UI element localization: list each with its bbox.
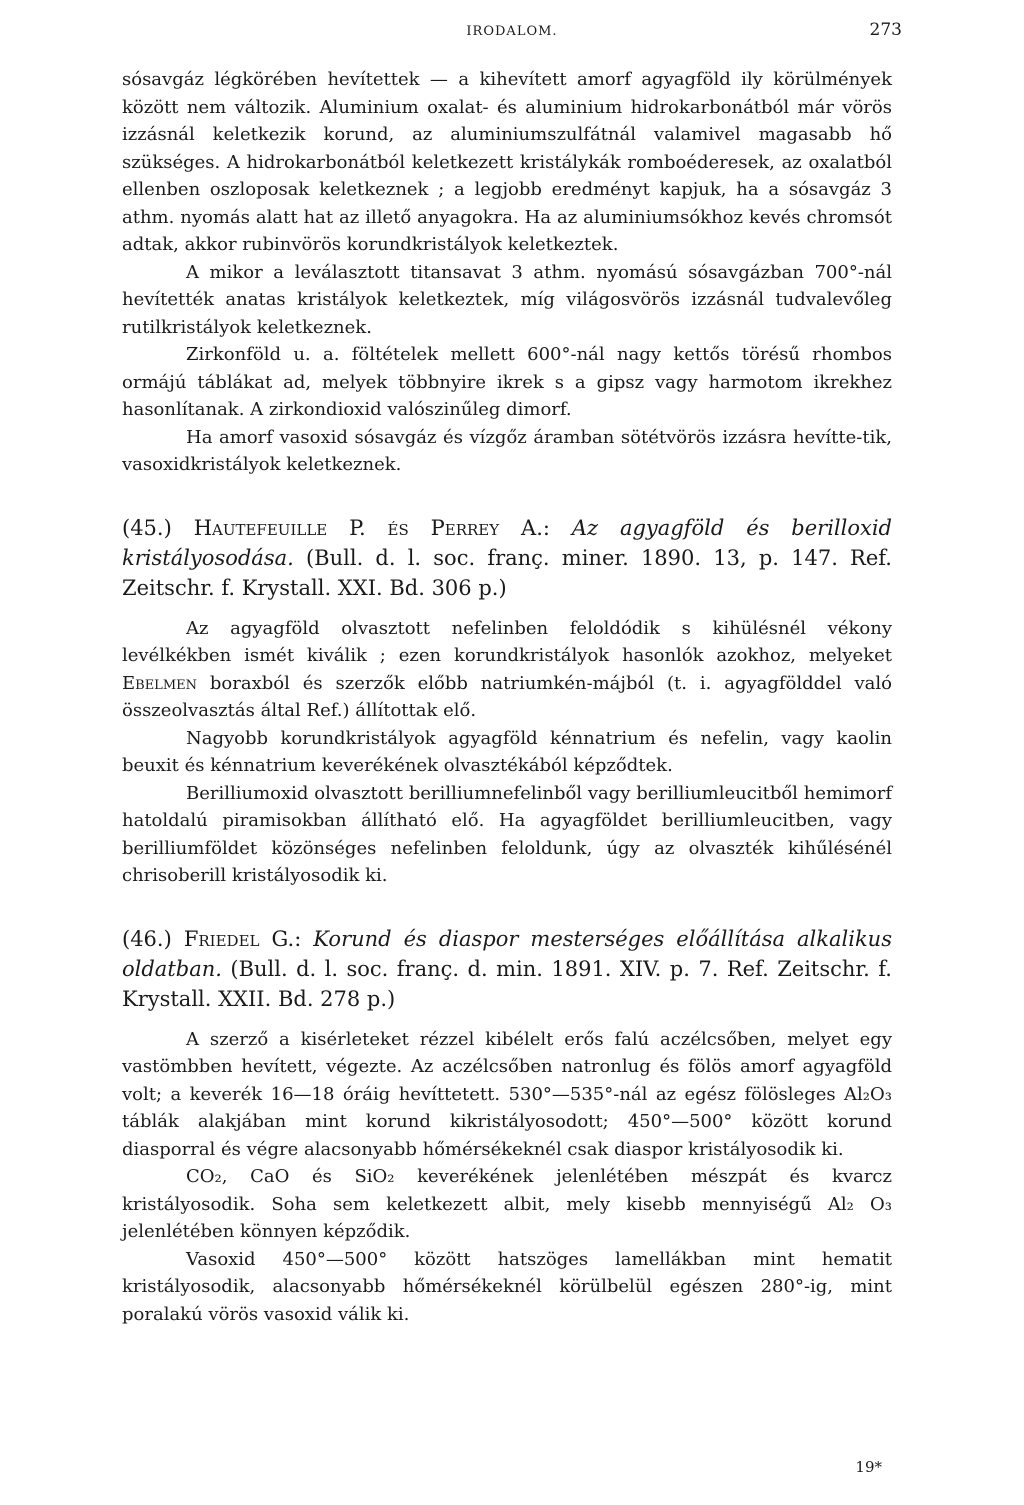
paragraph-46-3: Vasoxid 450°—500° között hatszöges lamellákban mint hematit kristályosodik, alacsonyabb hőmérsékeknél körülbelül egészen 280°-ig, mint poralakú vörös vasoxid válik ki.	[122, 1248, 892, 1325]
entry-colon: :	[542, 515, 550, 540]
paragraph-top-3: Zirkonföld u. a. föltételek mellett 600°-nál nagy kettős törésű rhombos ormájú táblákat ad, melyek többnyire ikrek s a gipsz vagy harmotom ikrekhez hasonlítanak. A zirkondioxid valószinűleg dimorf.	[122, 344, 892, 420]
entry-number: (45.)	[122, 515, 172, 540]
running-title: IRODALOM.	[466, 24, 558, 39]
paragraph-45-1-after: boraxból és szerzők előbb natriumkén-májból (t. i. agyagfölddel való összeolvasztás által Ref.) állítottak elő.	[122, 672, 892, 721]
entry-citation: (Bull. d. l. soc. franç. miner. 1890. 13, p. 147. Ref. Zeitschr. f. Krystall. XXI. Bd. 306 p.)	[122, 545, 892, 600]
signature-mark: 19*	[855, 1458, 882, 1476]
paragraph-45-1-before: Az agyagföld olvasztott nefelinben feloldódik s kihülésnél vékony levélkékben ismét kiválik ; ezen korundkristályok hasonlók azokhoz, melyeket	[122, 617, 892, 666]
entry-colon: :	[294, 926, 302, 951]
paragraph-top-1: sósavgáz légkörében hevítettek — a kihevített amorf agyagföld ily körülmények között nem változik. Aluminium oxalat- és aluminium hidrokarbonátból már vörös izzásnál keletkezik korund, az aluminiumszulfátnál valamivel magasabb hő szükséges. A hidrokarbonátból keletkezett kristálykák romboéderesek, az oxalatból ellenben oszloposak keletkeznek ; a legjobb eredményt kapjuk, ha a sósavgáz 3 athm. nyomás alatt hat az illető anyagokra. Ha az aluminiumsókhoz kevés chromsót adtak, akkor rubinvörös korundkristályok keletkeztek.	[122, 69, 892, 255]
paragraph-45-1	[122, 615, 892, 725]
bibliography-entry-46	[122, 924, 892, 1014]
paragraph-top-2: A mikor a leválasztott titansavat 3 athm. nyomású sósavgázban 700°-nál hevítették anatas kristályok keletkeztek, míg világosvörös izzásnál tudvalevőleg rutilkristályok keletkeznek.	[122, 261, 892, 338]
entry-number: (46.)	[122, 926, 172, 951]
author-name-ebelmen: Ebelmen	[122, 672, 197, 694]
paragraph-top-4: Ha amorf vasoxid sósavgáz és vízgőz áramban sötétvörös izzásra hevítte-tik, vasoxidkristályok keletkeznek.	[122, 426, 892, 475]
entry-authors: Hautefeuille P. és Perrey A.	[193, 515, 543, 540]
paragraph-46-2: CO₂, CaO és SiO₂ keverékének jelenlétében mészpát és kvarcz kristályosodik. Soha sem keletkezett albit, mely kisebb mennyiségű Al₂ O₃ jelenlétében könnyen képződik.	[122, 1166, 892, 1242]
entry-title: Az agyagföld és berilloxid kristályosodása.	[122, 515, 893, 570]
page-body	[122, 66, 892, 1328]
paragraph-46-1: A szerző a kisérleteket rézzel kibélelt erős falú aczélcsőben, melyet egy vastömbben hevített, végezte. Az aczélcsőben natronlug és fölös amorf agyagföld volt; a keverék 16—18 óráig hevíttetett. 530°—535°-nál az egész fölösleges Al₂O₃ táblák alakjában mint korund kikristályosodott; 450°—500° között korund diasporral és végre alacsonyabb hőmérsékeknél csak diaspor kristályosodik ki.	[122, 1028, 892, 1160]
page-number: 273	[869, 20, 902, 40]
paragraph-45-2: Nagyobb korundkristályok agyagföld kénnatrium és nefelin, vagy kaolin beuxit és kénnatrium keverékének olvasztékából képződtek.	[122, 727, 892, 776]
entry-authors: Friedel G.	[183, 926, 295, 951]
entry-citation: (Bull. d. l. soc. franç. d. min. 1891. XIV. p. 7. Ref. Zeitschr. f. Krystall. XXII. Bd. 278 p.)	[122, 956, 892, 1011]
bibliography-entry-45	[122, 513, 892, 603]
paragraph-45-3: Berilliumoxid olvasztott berilliumnefelinből vagy berilliumleucitből hemimorf hatoldalú piramisokban állítható elő. Ha agyagföldet berilliumleucitben, vagy berilliumföldet közönséges nefelinben feloldunk, úgy az olvaszték kihűlésénél chrisoberill kristályosodik ki.	[122, 782, 892, 886]
entry-title: Korund és diaspor mesterséges előállítása alkalikus oldatban.	[122, 926, 892, 981]
